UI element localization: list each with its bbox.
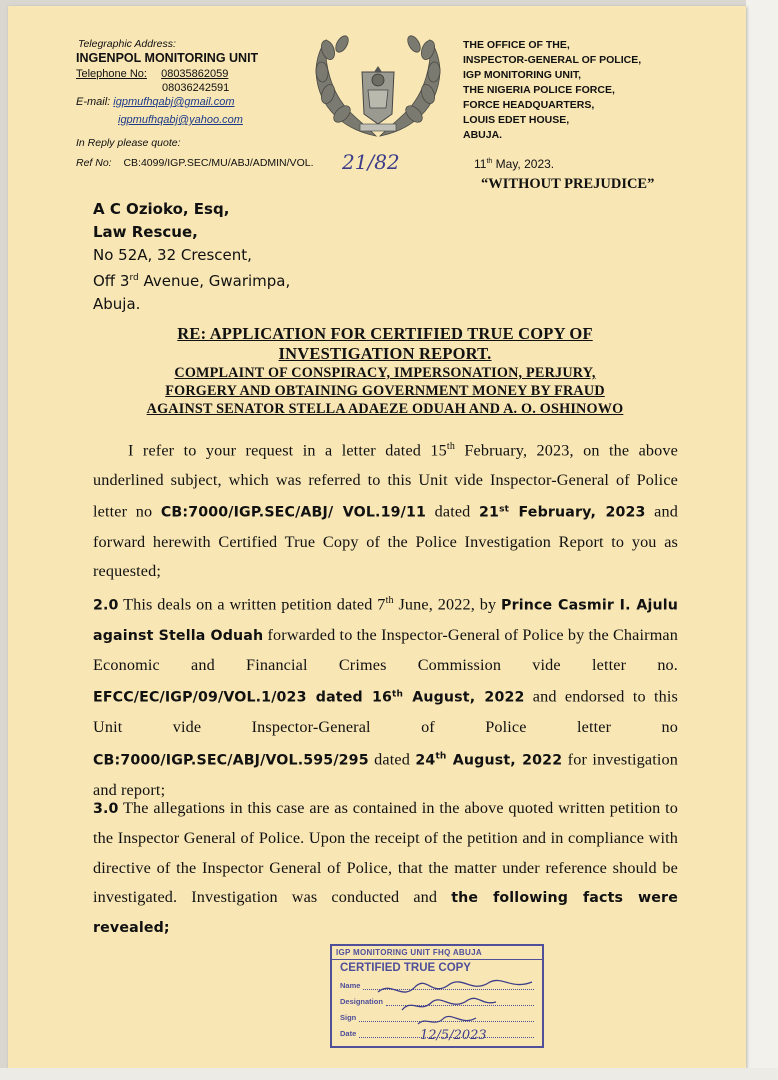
- unit-name: INGENPOL MONITORING UNIT: [76, 51, 259, 65]
- reply-label: In Reply please quote:: [76, 137, 181, 149]
- p1-text: and forward herewith Certified True Copy of the Police Investigation Report to you as requested;: [93, 502, 678, 581]
- p1-text: dated: [426, 502, 480, 521]
- date-day: 11: [474, 157, 487, 171]
- telephone-label: Telephone No:: [76, 68, 147, 80]
- paragraph-3: [93, 794, 678, 943]
- p1-ref: CB:7000/IGP.SEC/ABJ/ VOL.19/11: [160, 504, 427, 521]
- p1-sup: st: [499, 503, 510, 514]
- ref-value: CB:4099/IGP.SEC/MU/ABJ/ADMIN/VOL.: [123, 157, 314, 169]
- office-line: ABUJA.: [463, 129, 503, 141]
- p1-sup: th: [446, 441, 456, 452]
- p2-date: 24: [415, 752, 436, 769]
- stamp-name-label: Name: [340, 981, 361, 990]
- office-line: LOUIS EDET HOUSE,: [463, 114, 570, 126]
- p1-date: February, 2023: [509, 504, 646, 521]
- p3-text: The allegations in this case are as contained in the above quoted written petition to the Inspector General of Police. Upon the receipt of the petition and in compliance with directive of the Inspector General of Police, that the matter under reference should be investigated. Investigation was conducted and: [93, 799, 678, 906]
- stamp-title: CERTIFIED TRUE COPY: [340, 962, 471, 974]
- phone-2: 08036242591: [162, 82, 230, 94]
- p2-text: and endorsed to this Unit vide Inspector-General of Police letter no: [93, 688, 678, 737]
- police-crest: [306, 32, 450, 144]
- p2-sup: th: [392, 689, 404, 700]
- p1-date: 21: [479, 504, 500, 521]
- stamp-date-value: 12/5/2023: [420, 1028, 487, 1043]
- page-margin-right: [746, 0, 778, 1080]
- telegraphic-label: Telegraphic Address:: [78, 38, 176, 50]
- recipient-address: [93, 198, 290, 316]
- p2-text: June, 2022, by: [393, 595, 502, 614]
- email-row: [76, 96, 235, 108]
- without-prejudice: “WITHOUT PREJUDICE”: [481, 176, 655, 192]
- date-rest: May, 2023.: [492, 157, 555, 171]
- recipient-city: Abuja.: [93, 295, 141, 313]
- stamp-date-label: Date: [340, 1029, 357, 1038]
- recipient-name: A C Ozioko, Esq,: [93, 200, 230, 218]
- ref-handwritten: 21/82: [342, 150, 400, 174]
- office-line: FORCE HEADQUARTERS,: [463, 99, 595, 111]
- letter-date: [474, 157, 554, 171]
- p2-text: forwarded to the Inspector-General of Police by the Chairman Economic and Financial Crimes Commission vide letter no.: [93, 625, 679, 674]
- recipient-firm: Law Rescue,: [93, 223, 198, 241]
- p2-number: 2.0: [93, 597, 119, 614]
- telephone-row: [76, 68, 228, 80]
- subject-line-5: AGAINST SENATOR STELLA ADAEZE ODUAH AND A. O. OSHINOWO: [146, 401, 624, 417]
- p2-parties: Prince Casmir I. Ajulu against Stella Oduah: [93, 597, 678, 644]
- email-link-1[interactable]: igpmufhqabj@gmail.com: [113, 96, 235, 108]
- recipient-street: No 52A, 32 Crescent,: [93, 246, 252, 264]
- avenue-sup: rd: [129, 273, 139, 283]
- subject-heading: [80, 324, 690, 418]
- paragraph-1: [93, 432, 678, 587]
- p2-ref: EFCC/EC/IGP/09/VOL.1/023 dated 16: [93, 690, 393, 707]
- stamp-designation-label: Designation: [340, 997, 383, 1006]
- p2-text: dated: [368, 750, 416, 769]
- office-line: IGP MONITORING UNIT,: [463, 69, 582, 81]
- ref-label: Ref No:: [76, 157, 112, 169]
- email-label: E-mail:: [76, 96, 111, 108]
- p2-text: This deals on a written petition dated 7: [118, 595, 386, 614]
- email-row-2: [118, 110, 243, 128]
- phone-1: 08035862059: [161, 68, 229, 80]
- office-address: [463, 38, 641, 143]
- subject-line-4: FORGERY AND OBTAINING GOVERNMENT MONEY BY FRAUD: [165, 383, 605, 399]
- p2-date: August, 2022: [446, 752, 563, 769]
- avenue-pre: Off 3: [93, 272, 130, 290]
- email-link-2[interactable]: igpmufhqabj@yahoo.com: [118, 114, 243, 126]
- subject-line-1: RE: APPLICATION FOR CERTIFIED TRUE COPY OF: [177, 324, 593, 343]
- p2-text: for investigation and report;: [93, 750, 678, 799]
- subject-line-2: INVESTIGATION REPORT.: [278, 344, 492, 363]
- p2-sup: th: [435, 751, 447, 762]
- stamp-sign-label: Sign: [340, 1013, 357, 1022]
- date-suffix: th: [486, 158, 493, 165]
- stamp-head: IGP MONITORING UNIT FHQ ABUJA: [332, 946, 542, 960]
- p1-text: February, 2023, on the above underlined subject, which was referred to this Unit vide Inspector-General of Police letter no: [93, 441, 678, 521]
- paragraph-2: [93, 586, 678, 805]
- signature-scribble: [372, 972, 542, 1032]
- office-line: INSPECTOR-GENERAL OF POLICE,: [463, 54, 642, 66]
- office-line: THE OFFICE OF THE,: [463, 39, 570, 51]
- p3-number: 3.0: [93, 801, 119, 817]
- certified-stamp: [330, 944, 544, 1048]
- avenue-post: Avenue, Gwarimpa,: [138, 272, 291, 290]
- crest-icon: [306, 32, 450, 144]
- ref-row: [76, 157, 314, 169]
- p2-ref: CB:7000/IGP.SEC/ABJ/VOL.595/295: [93, 752, 369, 769]
- p2-sup: th: [385, 595, 394, 606]
- recipient-avenue: [93, 267, 290, 293]
- page-margin-bottom: [0, 1068, 778, 1080]
- p1-text: I refer to your request in a letter dated 15: [128, 441, 447, 460]
- office-line: THE NIGERIA POLICE FORCE,: [463, 84, 615, 96]
- p2-date: August, 2022: [403, 690, 525, 707]
- p3-bold: the following facts were revealed;: [93, 889, 678, 937]
- subject-line-3: COMPLAINT OF CONSPIRACY, IMPERSONATION, PERJURY,: [174, 365, 596, 381]
